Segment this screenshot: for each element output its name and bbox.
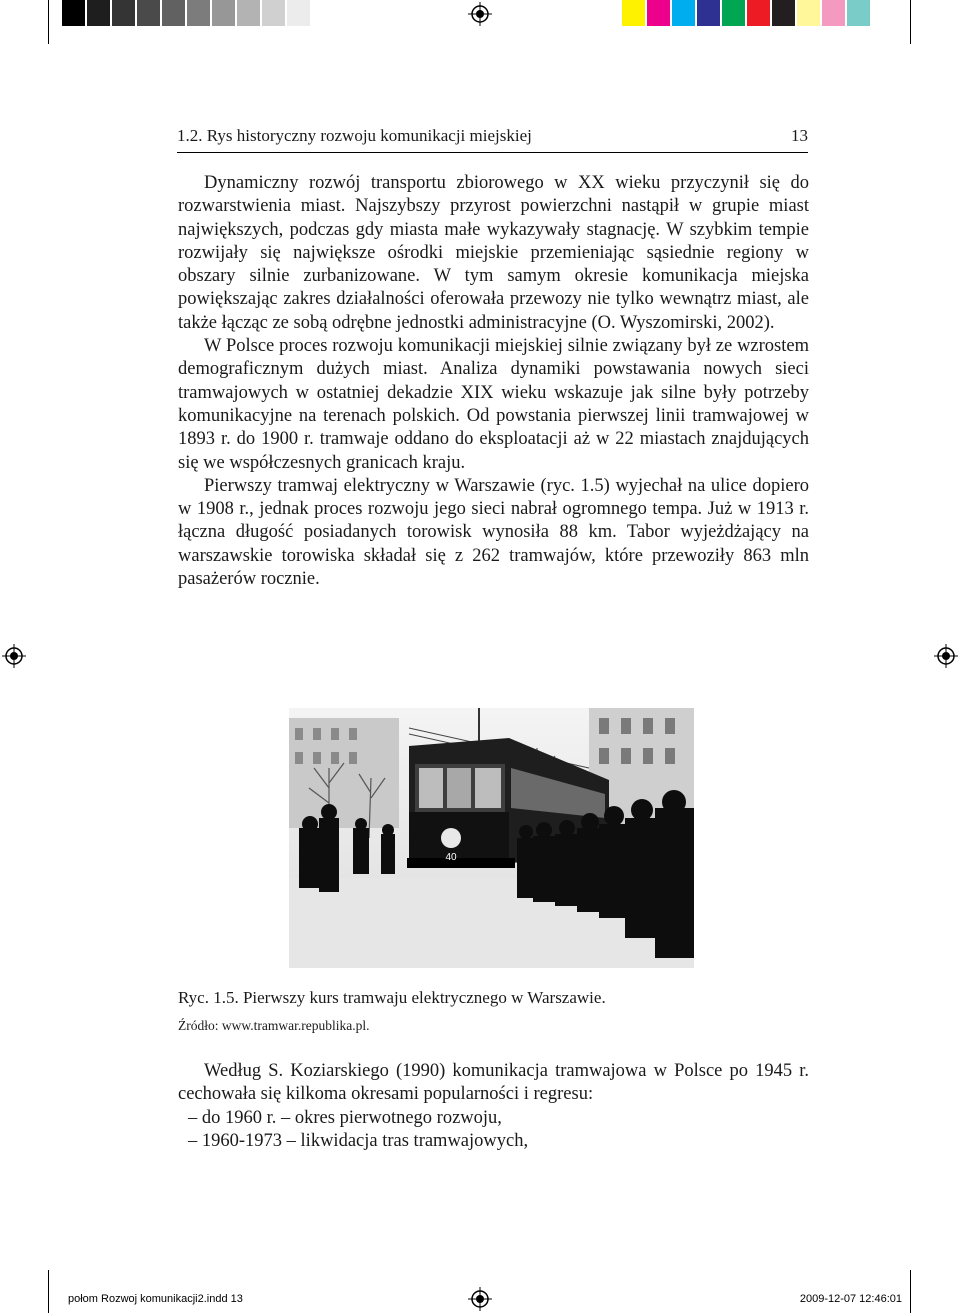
calibration-swatch xyxy=(722,0,745,26)
calibration-swatch xyxy=(747,0,770,26)
continuation-text-block xyxy=(178,1060,809,1153)
crop-mark xyxy=(48,0,49,44)
calibration-swatch xyxy=(137,0,160,26)
calibration-swatch xyxy=(697,0,720,26)
paragraph: W Polsce proces rozwoju komunikacji miejskiej silnie związany był ze wzrostem demograficznym dużych miast. Analiza dynamiki powstawania nowych sieci tramwajowych w ostatniej dekadzie XIX wieku wskazuje jak silne były potrzeby komunikacyjne na terenach polskich. Od powstania pierwszej linii tramwajowej w 1893 r. do 1900 r. tramwaje oddano do eksploatacji aż w 22 miastach znajdujących się we współczesnych granicach kraju. xyxy=(178,336,809,473)
slug-filename: połom Rozwoj komunikacji2.indd 13 xyxy=(68,1293,243,1305)
list-item: – do 1960 r. – okres pierwotnego rozwoju, xyxy=(188,1107,502,1128)
grayscale-calibration-bar xyxy=(62,0,335,26)
calibration-swatch xyxy=(822,0,845,26)
crop-mark xyxy=(910,0,911,44)
registration-mark-icon xyxy=(934,644,958,668)
running-header-title: 1.2. Rys historyczny rozwoju komunikacji miejskiej xyxy=(177,126,532,145)
body-text-block xyxy=(178,172,809,591)
calibration-swatch xyxy=(212,0,235,26)
paragraph: Według S. Koziarskiego (1990) komunikacja tramwajowa w Polsce po 1945 r. cechowała się kilkoma okresami popularności i regresu: xyxy=(178,1061,809,1105)
tram-number: 40 xyxy=(445,852,457,863)
crop-mark xyxy=(910,1270,911,1313)
crop-mark xyxy=(48,1270,49,1313)
calibration-swatch xyxy=(87,0,110,26)
list-item: – 1960-1973 – likwidacja tras tramwajowych, xyxy=(188,1130,529,1151)
paragraph: Pierwszy tramwaj elektryczny w Warszawie (ryc. 1.5) wyjechał na ulice dopiero w 1908 r., jednak proces rozwoju jego sieci nabrał ogromnego tempa. Już w 1913 r. łączna długość posiadanych torowisk wynosiła 88 km. Tabor wyjeżdżający na warszawskie torowiska składał się z 262 tramwajów, które przewoziły 863 mln pasażerów rocznie. xyxy=(178,475,809,590)
calibration-swatch xyxy=(872,0,895,26)
calibration-swatch xyxy=(797,0,820,26)
calibration-swatch xyxy=(772,0,795,26)
figure-caption: Ryc. 1.5. Pierwszy kurs tramwaju elektrycznego w Warszawie. xyxy=(178,988,606,1007)
calibration-swatch xyxy=(187,0,210,26)
calibration-swatch xyxy=(287,0,310,26)
registration-mark-icon xyxy=(2,644,26,668)
calibration-swatch xyxy=(647,0,670,26)
registration-mark-icon xyxy=(468,2,492,26)
calibration-swatch xyxy=(622,0,645,26)
figure-source: Źródło: www.tramwar.republika.pl. xyxy=(178,1018,370,1033)
calibration-swatch xyxy=(237,0,260,26)
calibration-swatch xyxy=(62,0,85,26)
calibration-swatch xyxy=(672,0,695,26)
paragraph: Dynamiczny rozwój transportu zbiorowego w XX wieku przyczynił się do rozwarstwienia miast. Najszybszy przyrost powierzchni nastąpił w grupie miast największych, podczas gdy miasta małe wykazywały stagnację. W szybkim tempie rozwijały się największe ośrodki miejskie przemieniając sąsiednie regiony w obszary silnie zurbanizowane. W tym samym okresie komunikacja miejska powiększając zakres działalności oferowała przewozy nie tylko wewnątrz miast, ale także łącząc ze sobą odrębne jednostki administracyjne (O. Wyszomirski, 2002). xyxy=(178,173,809,333)
calibration-swatch xyxy=(162,0,185,26)
registration-mark-icon xyxy=(468,1287,492,1311)
slug-timestamp: 2009-12-07 12:46:01 xyxy=(799,1293,902,1305)
color-calibration-bar xyxy=(622,0,895,26)
header-rule xyxy=(177,152,808,153)
tram-photograph xyxy=(289,708,694,968)
calibration-swatch xyxy=(847,0,870,26)
calibration-swatch xyxy=(312,0,335,26)
calibration-swatch xyxy=(262,0,285,26)
page-number: 13 xyxy=(791,126,808,145)
calibration-swatch xyxy=(112,0,135,26)
